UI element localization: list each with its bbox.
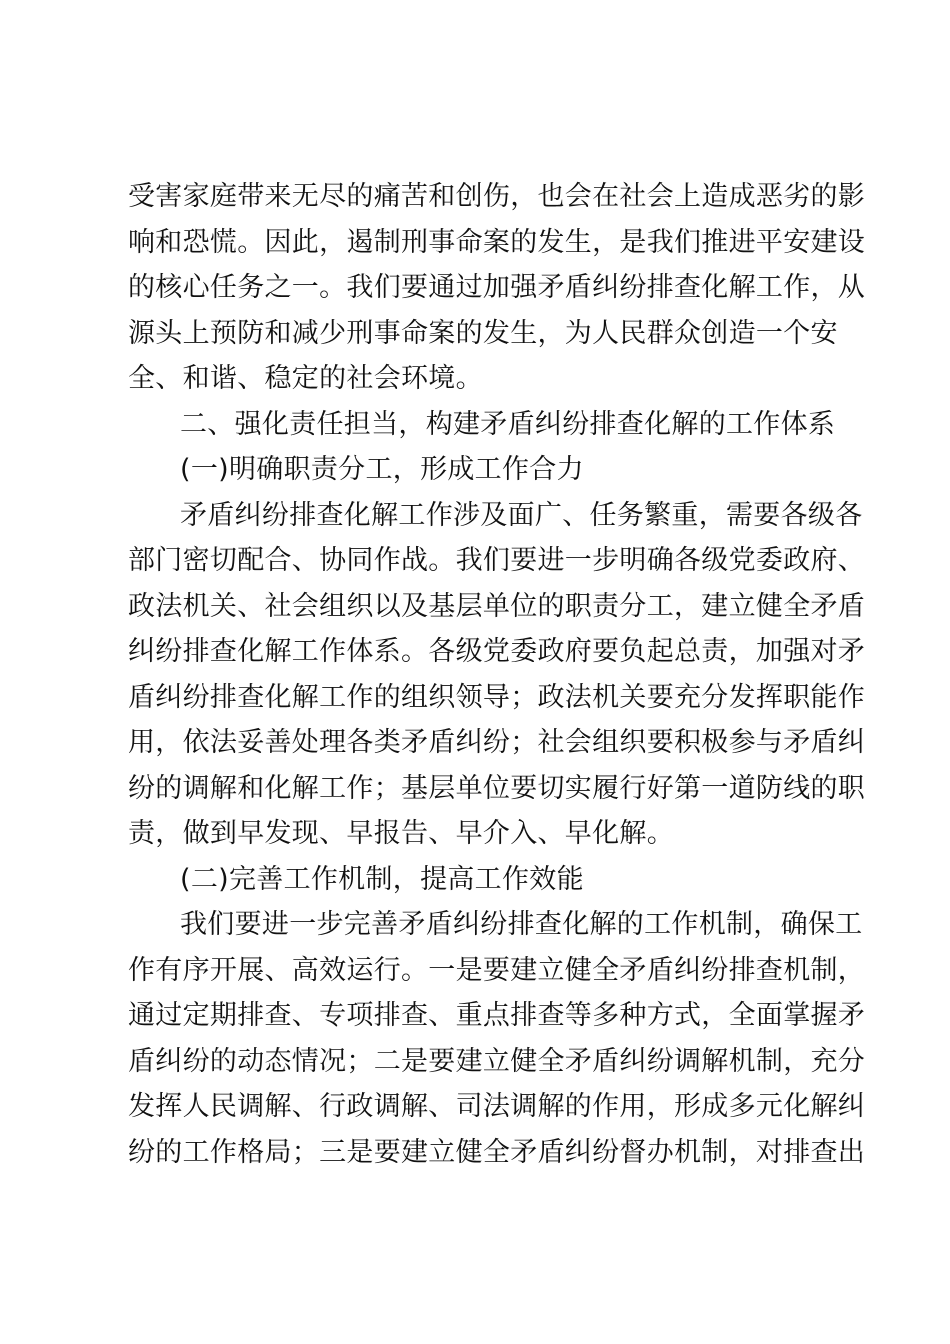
text-line-9: 部门密切配合、协同作战。我们要进一步明确各级党委政府、 [128, 545, 866, 576]
text-line-21: 发挥人民调解、行政调解、司法调解的作用，形成多元化解纠 [128, 1091, 866, 1122]
section-heading-2: 二、强化责任担当，构建矛盾纠纷排查化解的工作体系 [180, 408, 836, 440]
text-line-8: 矛盾纠纷排查化解工作涉及面广、任务繁重，需要各级各 [180, 499, 863, 531]
text-line-2: 响和恐慌。因此，遏制刑事命案的发生，是我们推进平安建设 [128, 226, 866, 258]
text-line-14: 纷的调解和化解工作；基层单位要切实履行好第一道防线的职 [128, 772, 866, 804]
text-line-1: 受害家庭带来无尽的痛苦和创伤，也会在社会上造成恶劣的影 [128, 181, 866, 212]
text-line-15: 责，做到早发现、早报告、早介入、早化解。 [128, 818, 674, 849]
text-line-22: 纷的工作格局；三是要建立健全矛盾纠纷督办机制，对排查出 [128, 1136, 866, 1168]
subsection-heading-1: (一)明确职责分工，形成工作合力 [180, 454, 584, 485]
subsection-heading-2: (二)完善工作机制，提高工作效能 [180, 863, 584, 895]
document-body [128, 174, 866, 1175]
text-line-12: 盾纠纷排查化解工作的组织领导；政法机关要充分发挥职能作 [128, 681, 866, 713]
text-line-20: 盾纠纷的动态情况；二是要建立健全矛盾纠纷调解机制，充分 [128, 1045, 866, 1077]
text-line-19: 通过定期排查、专项排查、重点排查等多种方式，全面掌握矛 [128, 1000, 866, 1031]
text-line-11: 纠纷排查化解工作体系。各级党委政府要负起总责，加强对矛 [128, 636, 866, 667]
text-line-3: 的核心任务之一。我们要通过加强矛盾纠纷排查化解工作，从 [128, 272, 866, 303]
text-line-13: 用，依法妥善处理各类矛盾纠纷；社会组织要积极参与矛盾纠 [128, 727, 866, 758]
text-line-10: 政法机关、社会组织以及基层单位的职责分工，建立健全矛盾 [128, 590, 866, 622]
text-line-17: 我们要进一步完善矛盾纠纷排查化解的工作机制，确保工 [180, 909, 863, 940]
text-line-18: 作有序开展、高效运行。一是要建立健全矛盾纠纷排查机制， [128, 954, 866, 986]
text-line-4: 源头上预防和减少刑事命案的发生，为人民群众创造一个安 [128, 317, 838, 349]
text-line-5: 全、和谐、稳定的社会环境。 [128, 363, 483, 394]
